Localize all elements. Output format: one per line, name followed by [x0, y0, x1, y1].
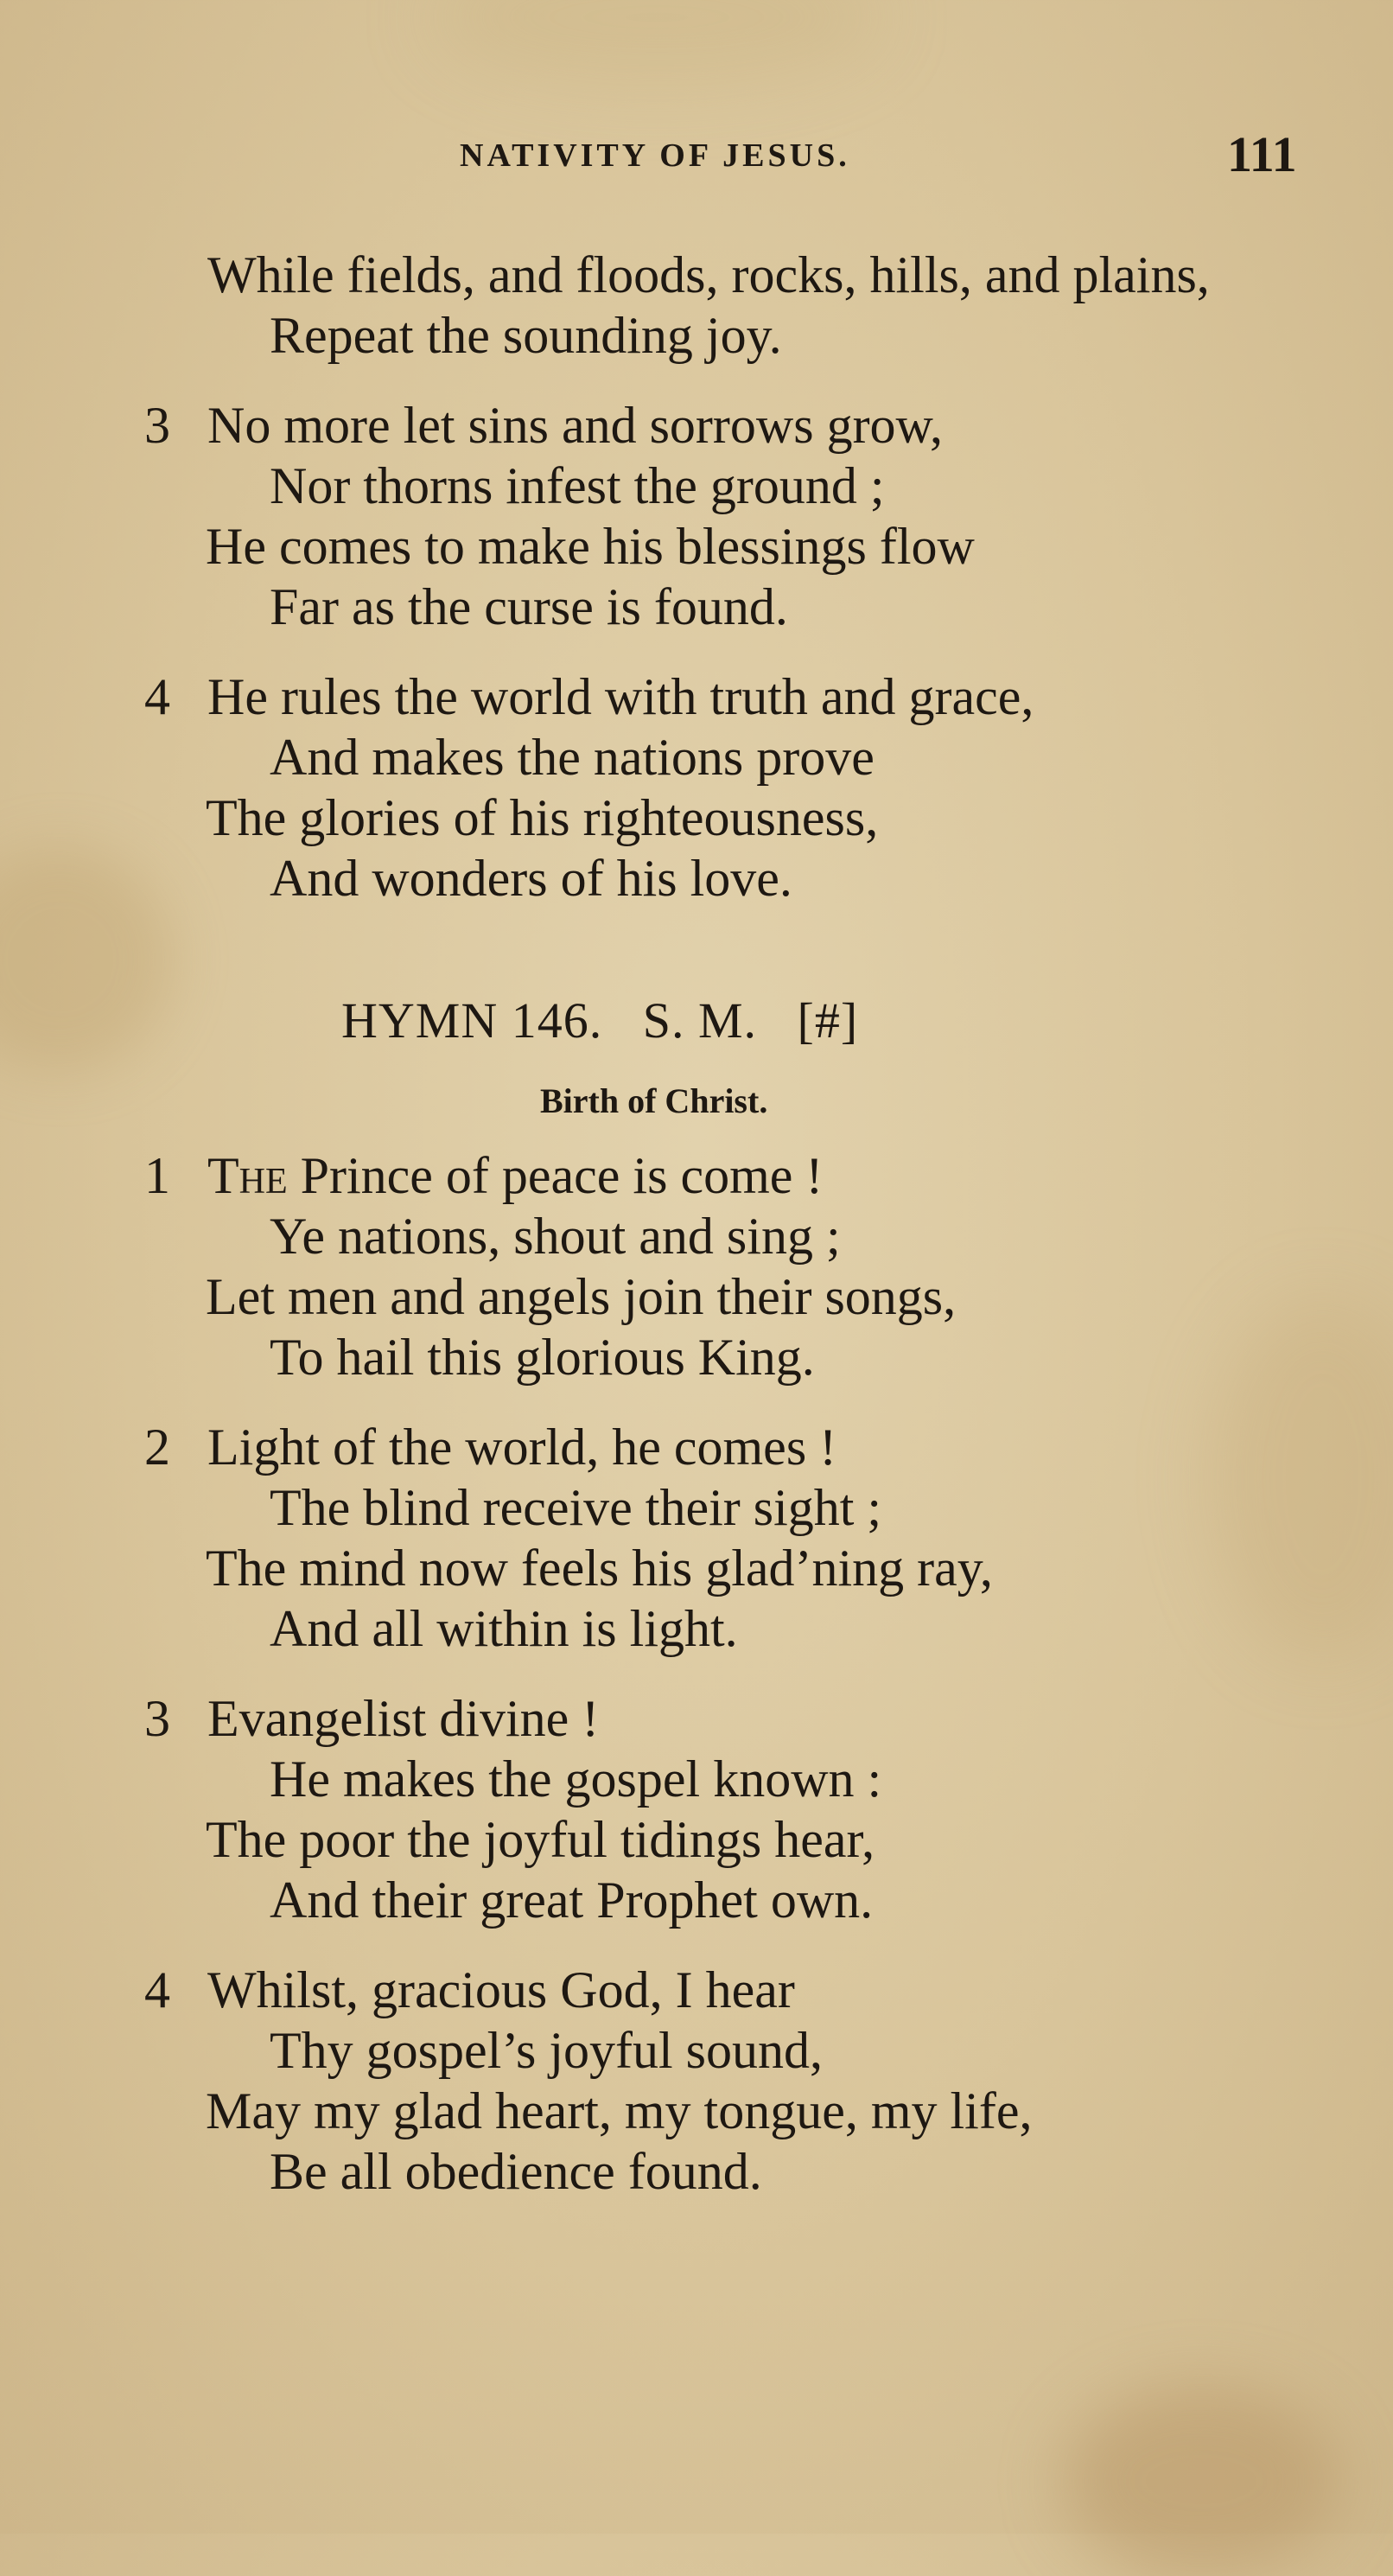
verse-line: The glories of his righteousness, — [206, 789, 879, 846]
verse-line: And all within is light. — [270, 1600, 738, 1657]
verse-line: Evangelist divine ! — [207, 1690, 600, 1747]
verse-line-rest: Prince of peace is come ! — [287, 1147, 824, 1204]
verse-line: Light of the world, he comes ! — [207, 1419, 837, 1476]
verse-line: The poor the joyful tidings hear, — [206, 1811, 875, 1868]
verse-line: While fields, and floods, rocks, hills, and plains, — [207, 246, 1210, 303]
verse-line: He rules the world with truth and grace, — [207, 668, 1034, 725]
verse-line: May my glad heart, my tongue, my life, — [206, 2082, 1033, 2139]
verse-line — [207, 1147, 824, 1204]
hymn-subtitle: Birth of Christ. — [540, 1081, 768, 1120]
verse-line: Let men and angels join their songs, — [206, 1268, 957, 1325]
verse-line: Ye nations, shout and sing ; — [270, 1208, 841, 1265]
verse-line: The mind now feels his glad’ning ray, — [206, 1540, 993, 1597]
verse-line: And makes the nations prove — [270, 729, 875, 786]
verse-line: Thy gospel’s joyful sound, — [270, 2022, 823, 2079]
paper-stain — [1063, 2386, 1339, 2576]
verse-line: Far as the curse is found. — [270, 578, 788, 635]
verse-line: The blind receive their sight ; — [270, 1479, 882, 1536]
paper-stain — [432, 0, 881, 86]
verse-line: And their great Prophet own. — [270, 1871, 874, 1929]
verse-line: Repeat the sounding joy. — [270, 307, 782, 364]
verse-line: Be all obedience found. — [270, 2143, 762, 2200]
paper-stain — [0, 847, 173, 1072]
drop-word: The — [207, 1147, 288, 1204]
verse-line: To hail this glorious King. — [270, 1329, 815, 1386]
stanza-number: 3 — [144, 1690, 170, 1747]
verse-line: Whilst, gracious God, I hear — [207, 1961, 795, 2018]
stanza-number: 4 — [144, 668, 170, 725]
running-header-title: NATIVITY OF JESUS. — [460, 137, 850, 174]
verse-line: No more let sins and sorrows grow, — [207, 397, 943, 454]
verse-line: Nor thorns infest the ground ; — [270, 457, 885, 514]
stanza-number: 4 — [144, 1961, 170, 2018]
page-number: 111 — [1227, 126, 1297, 182]
verse-line: He makes the gospel known : — [270, 1750, 882, 1808]
verse-line: He comes to make his blessings flow — [206, 518, 975, 575]
stanza-number: 3 — [144, 397, 170, 454]
hymn-heading: HYMN 146. S. M. [#] — [341, 992, 859, 1049]
stanza-number: 1 — [144, 1147, 170, 1204]
stanza-number: 2 — [144, 1419, 170, 1476]
verse-line: And wonders of his love. — [270, 850, 792, 907]
paper-stain — [1210, 1297, 1393, 1660]
